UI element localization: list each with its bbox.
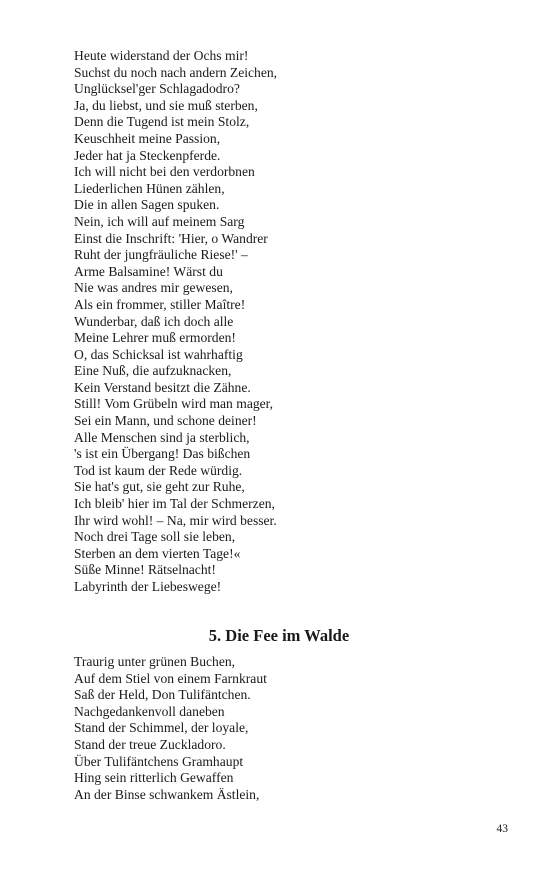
poem-line: Denn die Tugend ist mein Stolz, <box>74 114 250 130</box>
poem-line: Keuschheit meine Passion, <box>74 130 221 146</box>
poem-line: Jeder hat ja Steckenpferde. <box>74 147 221 163</box>
poem-line: Suchst du noch nach andern Zeichen, <box>74 64 278 80</box>
poem-line: Süße Minne! Rätselnacht! <box>74 562 216 578</box>
poem-line: Ich will nicht bei den verdorbnen <box>74 164 255 180</box>
poem-line: Nie was andres mir gewesen, <box>74 280 233 296</box>
poem-line: Saß der Held, Don Tulifäntchen. <box>74 687 251 703</box>
poem-line: Einst die Inschrift: 'Hier, o Wandrer <box>74 230 268 246</box>
poem-stanza-2 <box>74 654 494 803</box>
poem-line: Liederlichen Hünen zählen, <box>74 180 225 196</box>
poem-line: Tod ist kaum der Rede würdig. <box>74 462 243 478</box>
poem-line: Still! Vom Grübeln wird man mager, <box>74 396 274 412</box>
poem-line: Ihr wird wohl! – Na, mir wird besser. <box>74 512 277 528</box>
poem-line: Nachgedankenvoll daneben <box>74 703 225 719</box>
poem-line: Über Tulifäntchens Gramhaupt <box>74 753 244 769</box>
poem-line: Ja, du liebst, und sie muß sterben, <box>74 97 258 113</box>
poem-line: Sei ein Mann, und schone deiner! <box>74 413 257 429</box>
section-title: 5. Die Fee im Walde <box>208 626 350 645</box>
poem-line: Hing sein ritterlich Gewaffen <box>74 770 234 786</box>
page-number: 43 <box>496 823 508 835</box>
poem-line: Sie hat's gut, sie geht zur Ruhe, <box>74 479 245 495</box>
poem-line: Wunderbar, daß ich doch alle <box>74 313 234 329</box>
poem-line: Labyrinth der Liebeswege! <box>74 579 222 594</box>
poem-stanza-1 <box>74 48 494 596</box>
poem-line: Stand der treue Zuckladoro. <box>74 736 226 752</box>
poem-line: O, das Schicksal ist wahrhaftig <box>74 346 243 362</box>
poem-line: Ruht der jungfräuliche Riese!' – <box>74 247 248 263</box>
poem-line: Traurig unter grünen Buchen, <box>74 654 236 669</box>
poem-line: Eine Nuß, die aufzuknacken, <box>74 363 232 379</box>
poem-line: Heute widerstand der Ochs mir! <box>74 48 249 63</box>
poem-line: 's ist ein Übergang! Das bißchen <box>74 446 251 462</box>
poem-line: Ich bleib' hier im Tal der Schmerzen, <box>74 496 275 512</box>
poem-line: Noch drei Tage soll sie leben, <box>74 529 236 545</box>
poem-line: Nein, ich will auf meinem Sarg <box>74 213 245 229</box>
poem-line: Die in allen Sagen spuken. <box>74 197 220 213</box>
poem-line: Arme Balsamine! Wärst du <box>74 263 223 279</box>
poem-line: Auf dem Stiel von einem Farnkraut <box>74 670 267 686</box>
poem-line: An der Binse schwankem Ästlein, <box>74 786 260 802</box>
poem-line: Als ein frommer, stiller Maître! <box>74 296 246 312</box>
poem-line: Meine Lehrer muß ermorden! <box>74 330 236 346</box>
poem-line: Unglücksel'ger Schlagadodro? <box>74 81 240 97</box>
poem-line: Sterben an dem vierten Tage!« <box>74 545 241 561</box>
poem-line: Kein Verstand besitzt die Zähne. <box>74 379 251 395</box>
poem-line: Alle Menschen sind ja sterblich, <box>74 429 250 445</box>
poem-line: Stand der Schimmel, der loyale, <box>74 720 249 736</box>
